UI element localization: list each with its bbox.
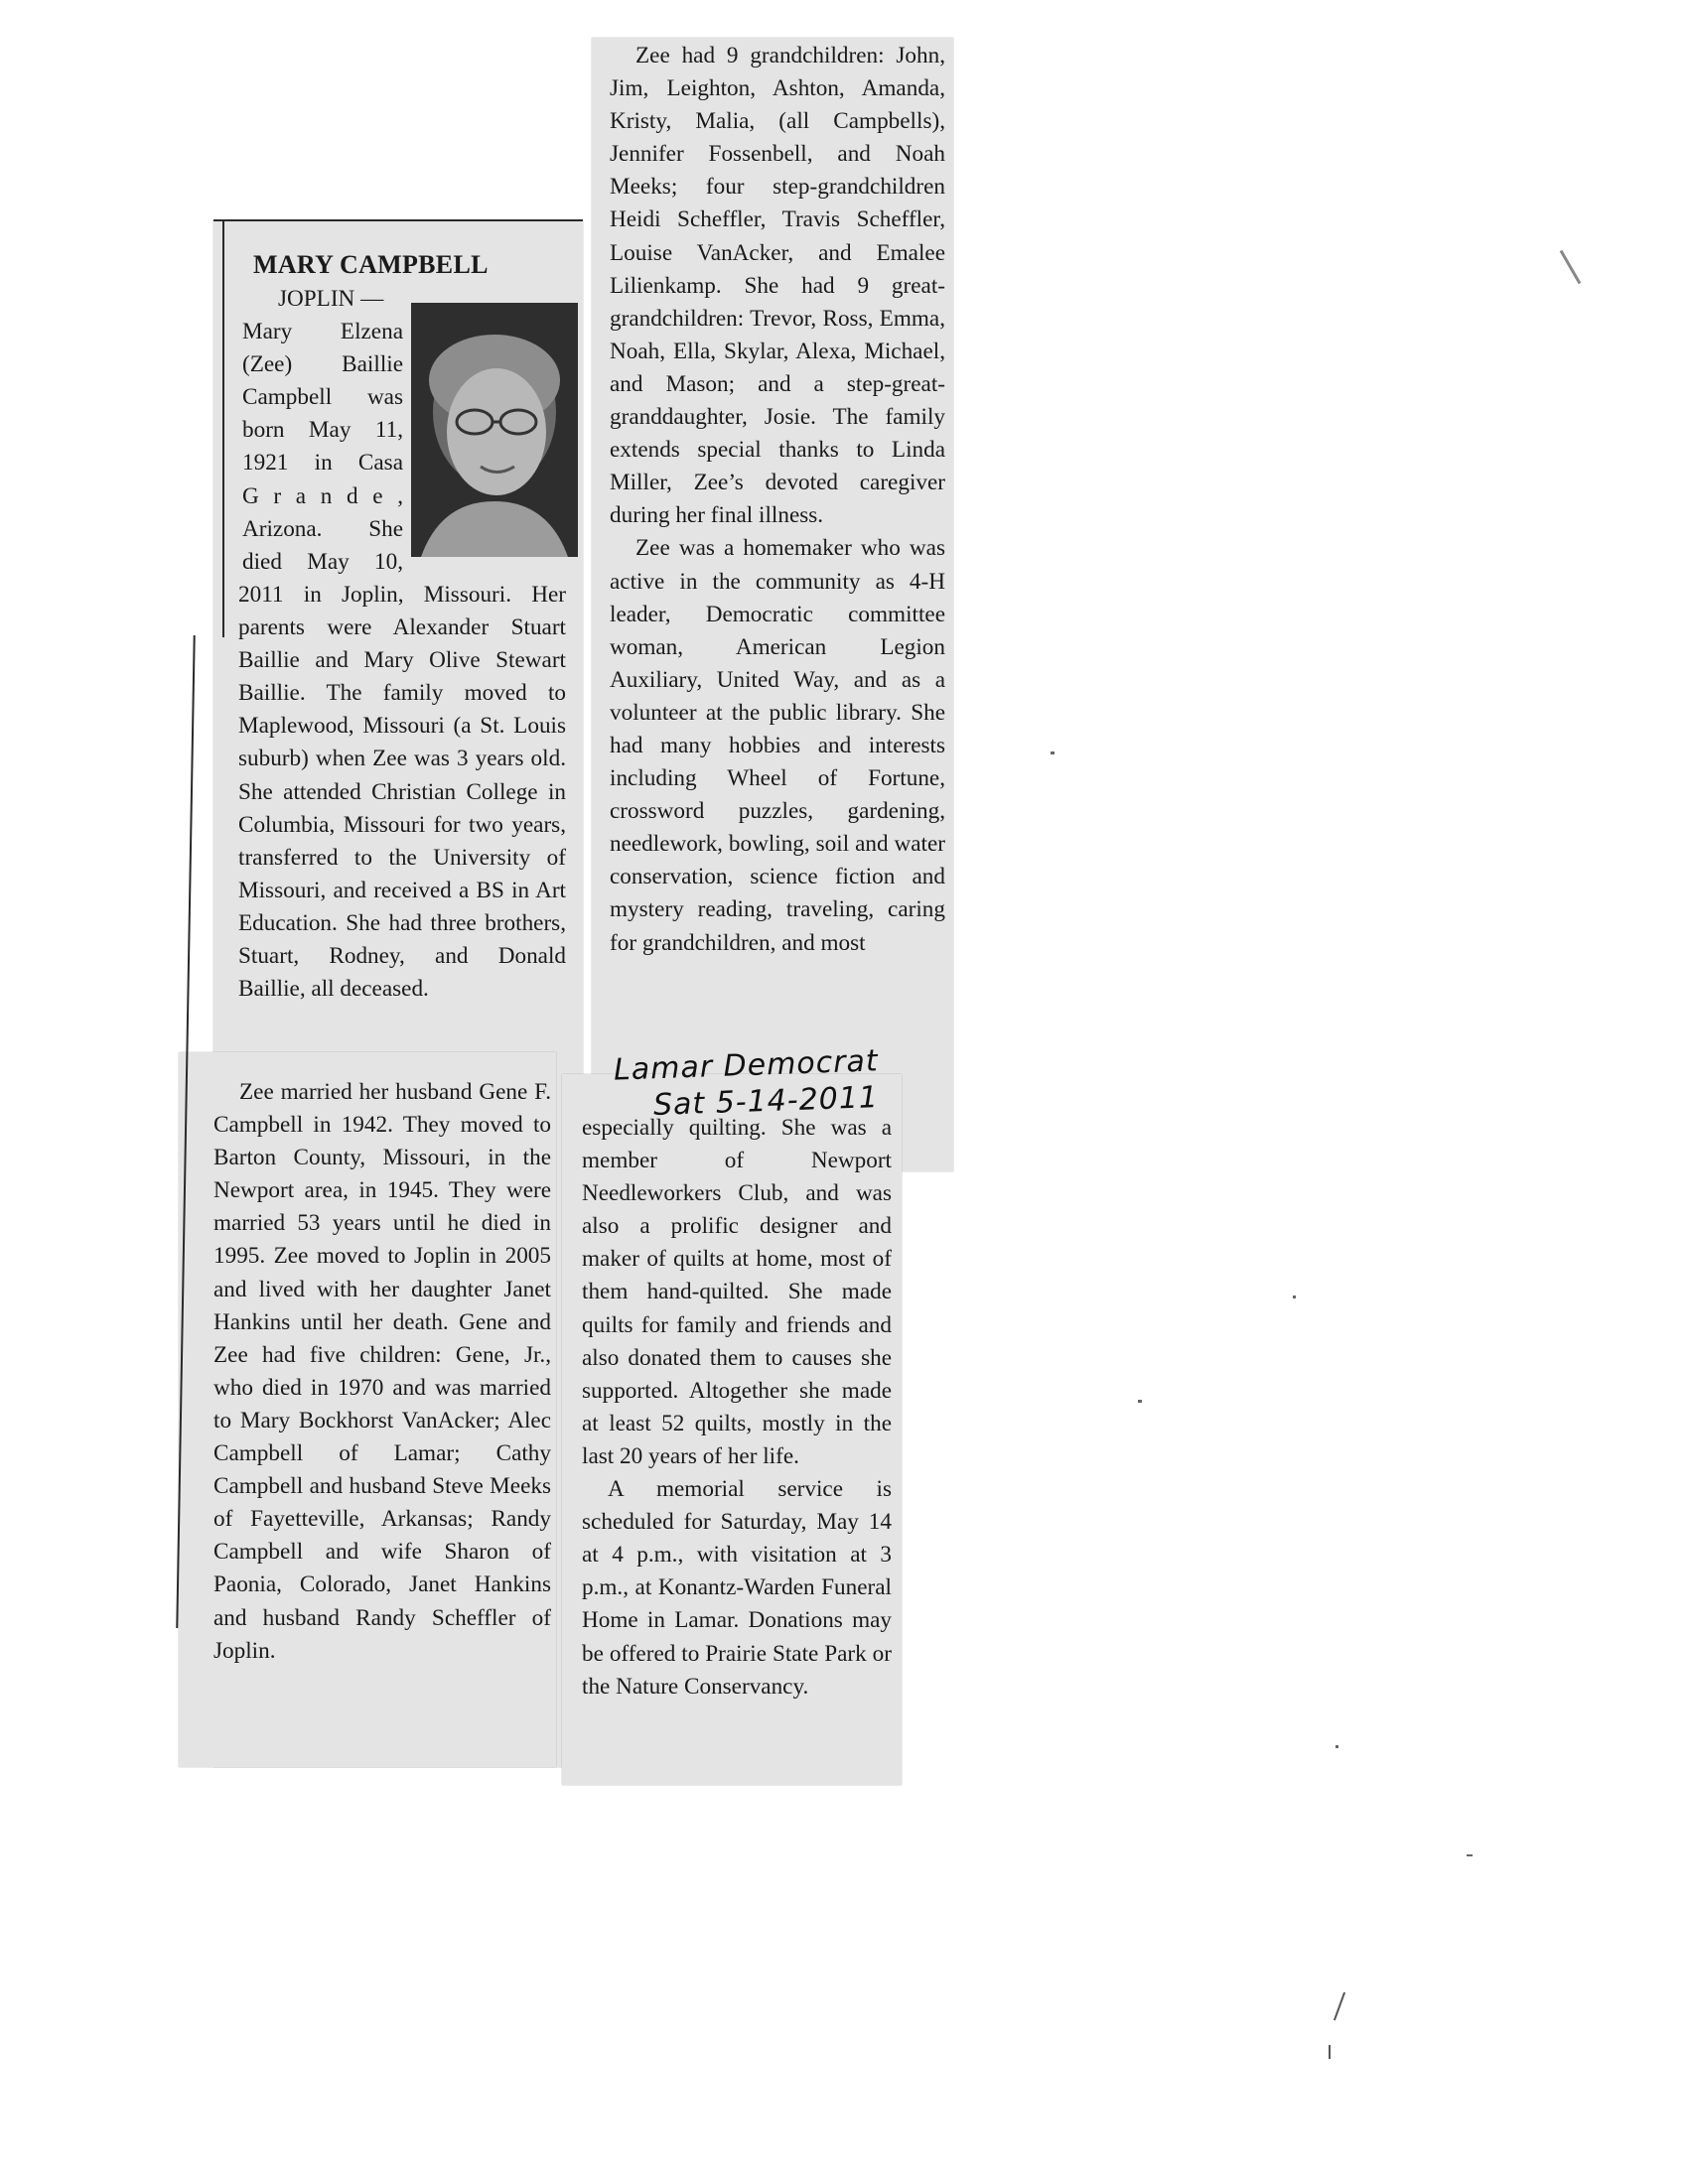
portrait-image — [411, 303, 578, 557]
portrait-photo — [411, 303, 578, 557]
photo-wrap-line: Arizona. She — [242, 515, 403, 542]
paragraph-grandchildren: Zee had 9 grandchildren: John, Jim, Leighton, Ashton, Amanda, Kristy, Malia, (all Campbells), Jennifer Fossenbell, and Noah Meeks; four step-grandchildren Heidi Scheffler, Travis Scheffler, Louise VanAcker, and Emalee Lilienkamp. She had 9 great-grandchildren: Trevor, Ross, Emma, Noah, Ella, Skylar, Alexa, Michael, and Mason; and a step-great-granddaughter, Josie. The family extends special thanks to Linda Miller, Zee’s devoted caregiver during her final illness. — [610, 43, 945, 529]
photo-wrap-line: Campbell was — [242, 384, 403, 411]
handwritten-newspaper-name: Lamar Democrat — [613, 1043, 880, 1088]
scan-mark — [1560, 250, 1582, 284]
paragraph-quilting: especially quilting. She was a member of Newport Needleworkers Club, and was also a prolific designer and maker of quilts at home, most of them hand-quilted. She made quilts for family and friends and also donated them to causes she supported. Altogether she made at least 52 quilts, mostly in the last 20 years of her life. — [582, 1115, 892, 1469]
paragraph-community: Zee was a homemaker who was active in the community as 4-H leader, Democratic committee woman, American Legion Auxiliary, United Way, and as a volunteer at the public library. She had many hobbies and interests including Wheel of Fortune, crossword puzzles, gardening, needlework, bowling, soil and water conservation, science fiction and mystery reading, traveling, caring for grandchildren, and most — [610, 535, 945, 956]
photo-wrap-line: G r a n d e , — [242, 482, 403, 509]
scan-mark — [1467, 1854, 1473, 1856]
photo-wrap-line: (Zee) Baillie — [242, 351, 403, 378]
left-column-body — [238, 579, 566, 1006]
right-column-bottom — [582, 1112, 892, 1704]
scan-mark — [1138, 1400, 1142, 1403]
scan-mark — [1293, 1296, 1296, 1298]
paragraph-marriage-children: Zee married her husband Gene F. Campbell in 1942. They moved to Barton County, Missouri, in the Newport area, in 1945. They were married 53 years until he died in 1995. Zee moved to Joplin in 2005 and lived with her daughter Janet Hankins until her death. Gene and Zee had five children: Gene, Jr., who died in 1970 and was married to Mary Bockhorst VanAcker; Alec Campbell of Lamar; Cathy Campbell and husband Steve Meeks of Fayetteville, Arkansas; Randy Campbell and wife Sharon of Paonia, Colorado, Janet Hankins and husband Randy Scheffler of Joplin. — [213, 1079, 551, 1664]
clipping-left-rule — [222, 220, 224, 637]
clipping-top-rule — [213, 219, 583, 221]
photo-wrap-line: died May 10, — [242, 548, 403, 575]
obituary-headline: MARY CAMPBELL — [253, 250, 489, 279]
scan-mark — [1336, 1745, 1338, 1748]
handwritten-date: Sat 5-14-2011 — [652, 1080, 880, 1123]
paragraph-biography: 2011 in Joplin, Missouri. Her parents were Alexander Stuart Baillie and Mary Olive Stewart Baillie. The family moved to Maplewood, Missouri (a St. Louis suburb) when Zee was 3 years old. She attended Christian College in Columbia, Missouri for two years, transferred to the University of Missouri, and received a BS in Art Education. She had three brothers, Stuart, Rodney, and Donald Baillie, all deceased. — [238, 582, 566, 1003]
intro-column-narrow — [242, 283, 403, 579]
photo-wrap-line: born May 11, — [242, 417, 403, 444]
dateline: JOPLIN — — [278, 286, 384, 312]
scan-mark — [1329, 2045, 1331, 2059]
paragraph-memorial-service: A memorial service is scheduled for Saturday, May 14 at 4 p.m., with visitation at 3 p.m., at Konantz-Warden Funeral Home in Lamar. Donations may be offered to Prairie State Park or the Nature Conservancy. — [582, 1476, 892, 1700]
right-column-top — [610, 40, 945, 960]
scan-mark — [1334, 1992, 1345, 2021]
photo-wrap-line: 1921 in Casa — [242, 450, 403, 477]
left-column-family — [213, 1076, 551, 1668]
scan-mark — [1051, 751, 1055, 754]
photo-wrap-line: Mary Elzena — [242, 319, 403, 345]
